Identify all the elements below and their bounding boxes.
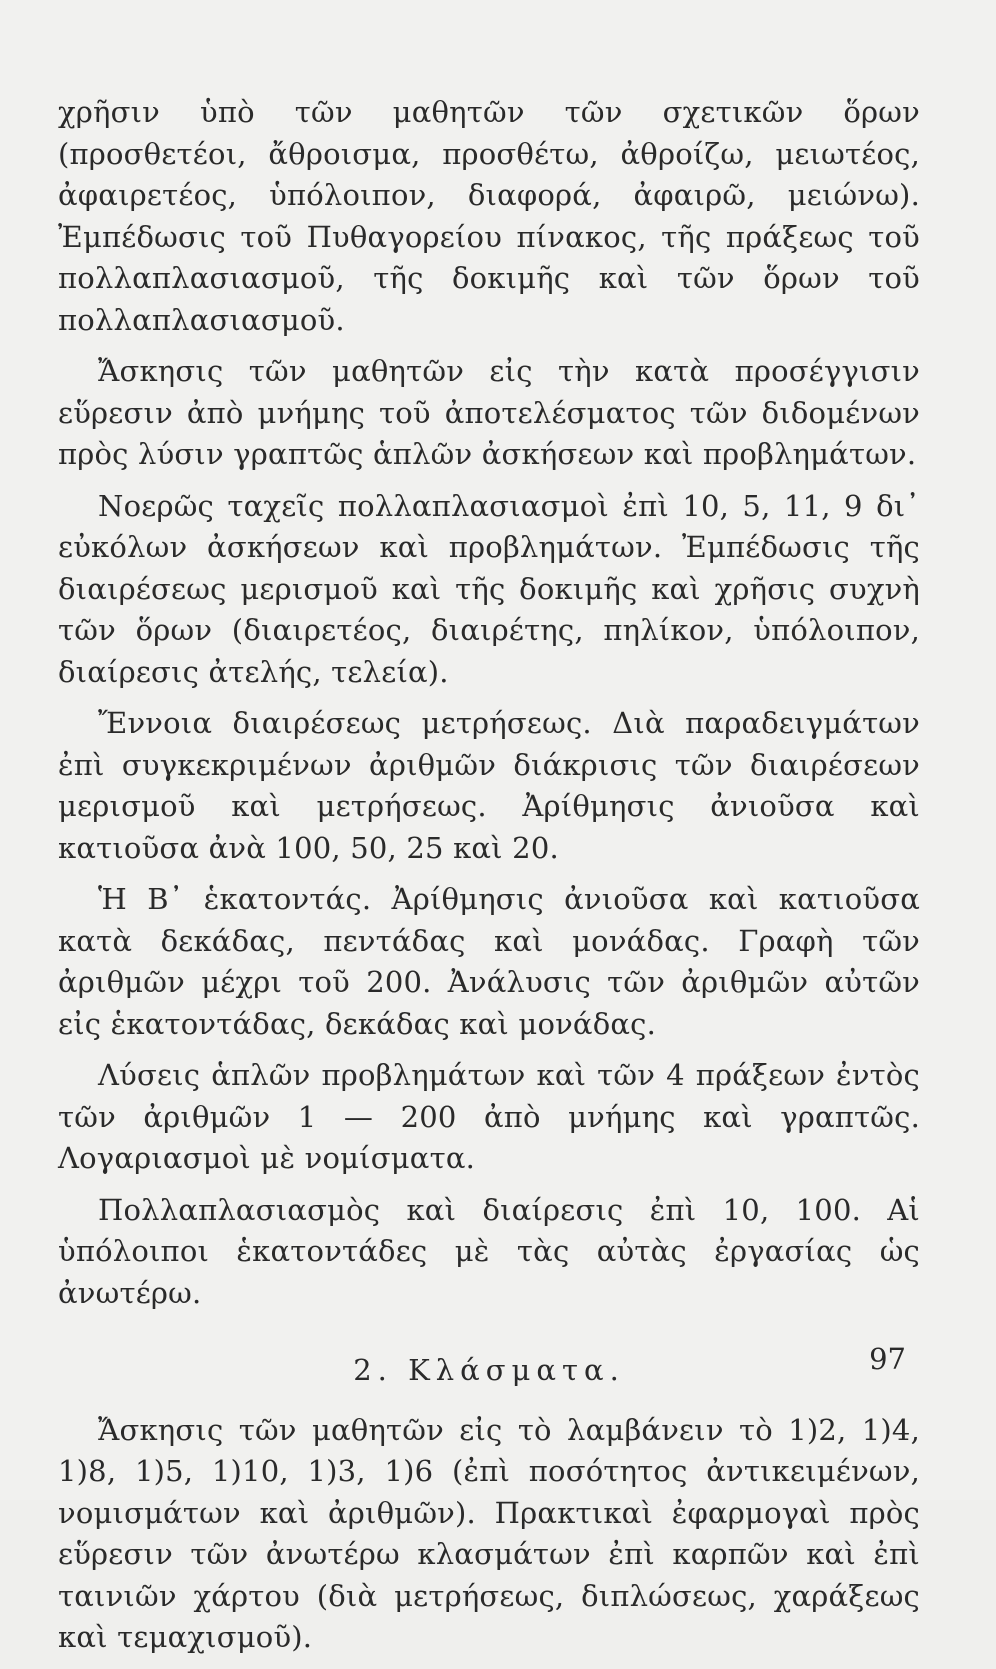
paragraph-4: Ἔννοια διαιρέσεως μετρήσεως. Διὰ παραδειγμάτων ἐπὶ συγκεκριμένων ἀριθμῶν διάκρισις τῶν διαιρέσεων μερισμοῦ καὶ μετρήσεως. Ἀρίθμησις ἀνιοῦσα καὶ κατιοῦσα ἀνὰ 100, 50, 25 καὶ 20. bbox=[58, 706, 920, 865]
paragraph-5: Ἡ Β᾽ ἑκατοντάς. Ἀρίθμησις ἀνιοῦσα καὶ κατιοῦσα κατὰ δεκάδας, πεντάδας καὶ μονάδας. Γραφὴ τῶν ἀριθμῶν μέχρι τοῦ 200. Ἀνάλυσις τῶν ἀριθμῶν αὐτῶν εἰς ἑκατοντάδας, δεκάδας καὶ μονάδας. bbox=[58, 882, 920, 1041]
section-heading: 2. Κλάσματα. bbox=[353, 1353, 625, 1387]
paragraph-1: χρῆσιν ὑπὸ τῶν μαθητῶν τῶν σχετικῶν ὅρων (προσθετέοι, ἄθροισμα, προσθέτω, ἀθροίζω, μειωτέος, ἀφαιρετέος, ὑπόλοιπον, διαφορά, ἀφαιρῶ, μειώνω). Ἐμπέδωσις τοῦ Πυθαγορείου πίνακος, τῆς πράξεως τοῦ πολλαπλασιασμοῦ, τῆς δοκιμῆς καὶ τῶν ὅρων τοῦ πολλαπλασιασμοῦ. bbox=[58, 95, 920, 337]
page-number: 97 bbox=[869, 1342, 906, 1376]
paragraph-6: Λύσεις ἁπλῶν προβλημάτων καὶ τῶν 4 πράξεων ἐντὸς τῶν ἀριθμῶν 1 — 200 ἀπὸ μνήμης καὶ γραπτῶς. Λογαριασμοὶ μὲ νομίσματα. bbox=[58, 1058, 920, 1175]
body-text bbox=[58, 92, 920, 1669]
section-paragraph: Ἄσκησις τῶν μαθητῶν εἰς τὸ λαμβάνειν τὸ 1)2, 1)4, 1)8, 1)5, 1)10, 1)3, 1)6 (ἐπὶ ποσότητος ἀντικειμένων, νομισμάτων καὶ ἀριθμῶν). Πρακτικαὶ ἐφαρμογαὶ πρὸς εὕρεσιν τῶν ἀνωτέρω κλασμάτων ἐπὶ καρπῶν καὶ ἐπὶ ταινιῶν χάρτου (διὰ μετρήσεως, διπλώσεως, χαράξεως καὶ τεμαχισμοῦ). bbox=[58, 1412, 920, 1654]
paragraph-2: Ἄσκησις τῶν μαθητῶν εἰς τὴν κατὰ προσέγγισιν εὕρεσιν ἀπὸ μνήμης τοῦ ἀποτελέσματος τῶν διδομένων πρὸς λύσιν γραπτῶς ἁπλῶν ἀσκήσεων καὶ προβλημάτων. bbox=[58, 354, 920, 471]
paragraph-3: Νοερῶς ταχεῖς πολλαπλασιασμοὶ ἐπὶ 10, 5, 11, 9 δι᾽ εὐκόλων ἀσκήσεων καὶ προβλημάτων. Ἐμπέδωσις τῆς διαιρέσεως μερισμοῦ καὶ τῆς δοκιμῆς καὶ χρῆσις συχνὴ τῶν ὅρων (διαιρετέος, διαιρέτης, πηλίκον, ὑπόλοιπον, διαίρεσις ἀτελής, τελεία). bbox=[58, 488, 920, 689]
paragraph-7: Πολλαπλασιασμὸς καὶ διαίρεσις ἐπὶ 10, 100. Αἱ ὑπόλοιποι ἑκατοντάδες μὲ τὰς αὐτὰς ἐργασίας ὡς ἀνωτέρω. bbox=[58, 1192, 920, 1310]
